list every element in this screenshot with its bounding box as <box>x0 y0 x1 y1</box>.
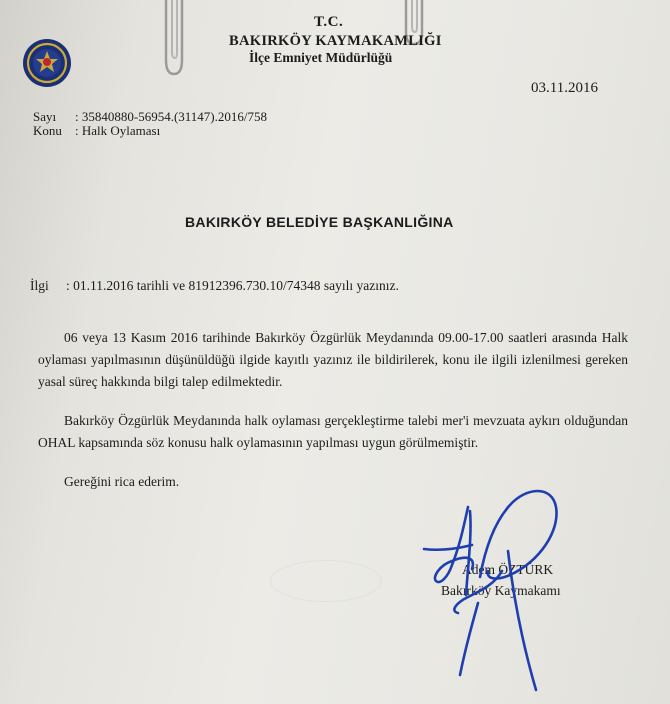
ilgi-label: İlgi <box>30 278 49 293</box>
faint-stamp <box>270 560 382 602</box>
paragraph-request <box>38 327 628 393</box>
sayi-label: Sayı <box>33 109 57 124</box>
recipient-heading: BAKIRKÖY BELEDİYE BAŞKANLIĞINA <box>185 214 454 230</box>
konu-label: Konu <box>33 123 62 138</box>
paragraph-decision-text: Bakırköy Özgürlük Meydanında halk oylaması gerçekleştirme talebi mer'i mevzuata aykırı olduğundan OHAL kapsamında söz konusu halk oylamasının yapılması uygun görülmemiştir. <box>38 413 628 450</box>
paragraph-decision <box>38 410 628 454</box>
document-date: 03.11.2016 <box>531 80 598 96</box>
ilgi-value: : 01.11.2016 tarihli ve 81912396.730.10/74348 sayılı yazınız. <box>66 278 399 293</box>
closing-line: Gereğini rica ederim. <box>64 474 180 489</box>
signatory-name: Adem ÖZTÜRK <box>462 562 554 577</box>
konu-value: : Halk Oylaması <box>75 123 161 138</box>
header-institution: BAKIRKÖY KAYMAKAMLIĞI <box>229 33 442 49</box>
sayi-value: : 35840880-56954.(31147).2016/758 <box>75 109 267 124</box>
header-tc: T.C. <box>314 14 344 30</box>
police-emblem-icon <box>22 38 72 88</box>
paragraph-request-text: 06 veya 13 Kasım 2016 tarihinde Bakırköy Özgürlük Meydanında 09.00-17.00 saatleri arasında Halk oylaması yapılmasının düşünüldüğü ilgide kayıtlı yazınız ile bildirilerek, konu ile ilgili izlenilmesi gereken yasal süreç hakkında bilgi talep edilmektedir. <box>38 330 628 389</box>
paper-clip-icon <box>158 0 190 80</box>
header-department: İlçe Emniyet Müdürlüğü <box>249 50 393 65</box>
handwritten-signature-icon <box>380 485 580 700</box>
signatory-title: Bakırköy Kaymakamı <box>441 583 561 598</box>
